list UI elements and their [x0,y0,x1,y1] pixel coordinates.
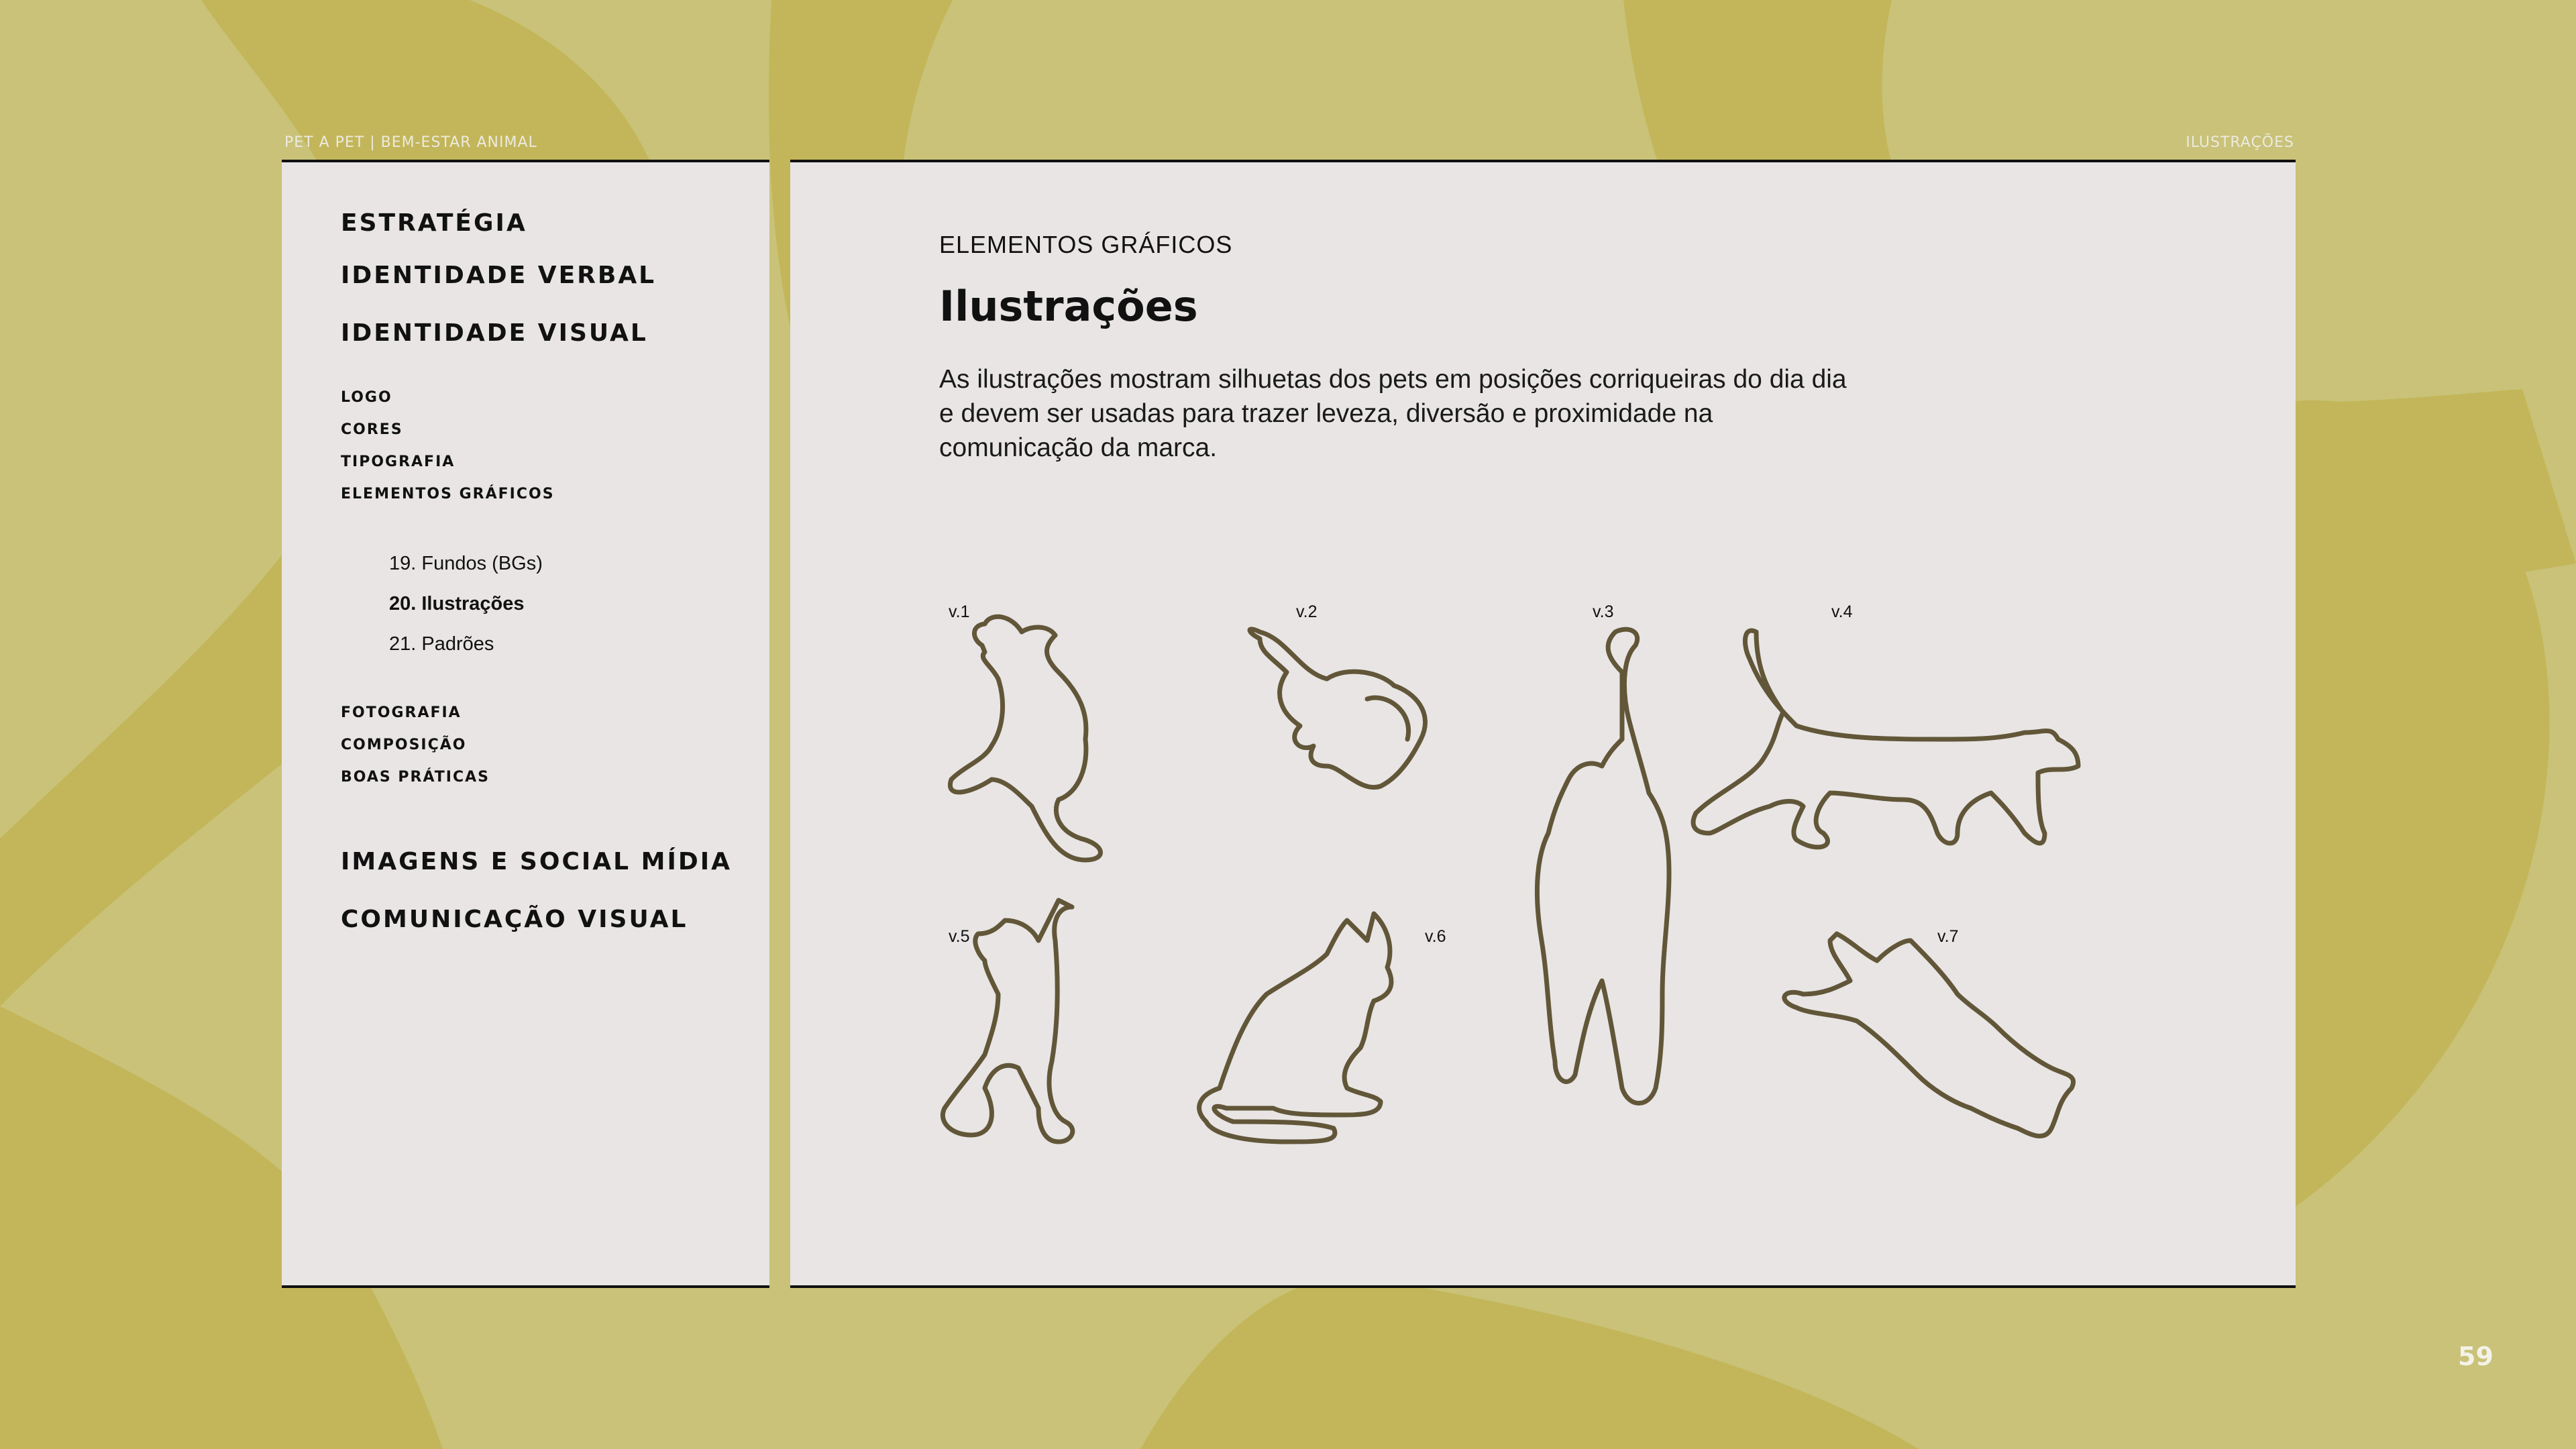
nav-fotografia[interactable]: FOTOGRAFIA [341,704,462,721]
nav-composicao[interactable]: COMPOSIÇÃO [341,737,467,753]
page-number: 59 [2458,1342,2493,1371]
cat-lying-icon [1784,934,2074,1136]
nav-logo[interactable]: LOGO [341,389,392,406]
header-section: ILUSTRAÇÕES [2186,134,2294,151]
nav-identidade-visual[interactable]: IDENTIDADE VISUAL [341,319,648,347]
cat-reaching-icon [943,900,1073,1142]
illustrations-grid [790,162,2296,1291]
nav-cores[interactable]: CORES [341,421,403,438]
variant-label-v3: v.3 [1593,602,1614,621]
variant-label-v7: v.7 [1937,927,1959,946]
page-title: Ilustrações [939,282,1198,331]
variant-label-v4: v.4 [1831,602,1853,621]
cat-walking-icon [1693,631,2078,847]
content-panel [790,160,2296,1288]
variant-label-v1: v.1 [949,602,970,621]
nav-estrategia[interactable]: ESTRATÉGIA [341,209,527,237]
cat-back-view-icon [1537,629,1669,1103]
section-kicker: ELEMENTOS GRÁFICOS [939,231,1233,258]
nav-comunicacao-visual[interactable]: COMUNICAÇÃO VISUAL [341,906,688,933]
nav-tipografia[interactable]: TIPOGRAFIA [341,453,455,470]
nav-page-padroes[interactable]: 21. Padrões [389,633,494,655]
cat-sitting-icon [1199,914,1391,1142]
nav-boas-praticas[interactable]: BOAS PRÁTICAS [341,769,490,786]
cat-grooming-icon [1250,629,1425,788]
variant-label-v5: v.5 [949,927,970,946]
cat-stretching-icon [950,616,1100,860]
sidebar-panel [282,160,769,1288]
nav-page-fundos[interactable]: 19. Fundos (BGs) [389,553,543,574]
variant-label-v2: v.2 [1296,602,1318,621]
header-brand: PET A PET | BEM-ESTAR ANIMAL [284,134,537,151]
nav-identidade-verbal[interactable]: IDENTIDADE VERBAL [341,262,657,289]
variant-label-v6: v.6 [1425,927,1446,946]
nav-elementos-graficos[interactable]: ELEMENTOS GRÁFICOS [341,486,555,502]
nav-page-ilustracoes[interactable]: 20. Ilustrações [389,593,525,614]
page-description: As ilustrações mostram silhuetas dos pets em posições corriqueiras do dia dia e devem ser usadas para trazer leveza, diversão e proximidade na comunicação da marca. [939,365,1847,462]
nav-imagens-social[interactable]: IMAGENS E SOCIAL MÍDIA [341,848,732,875]
